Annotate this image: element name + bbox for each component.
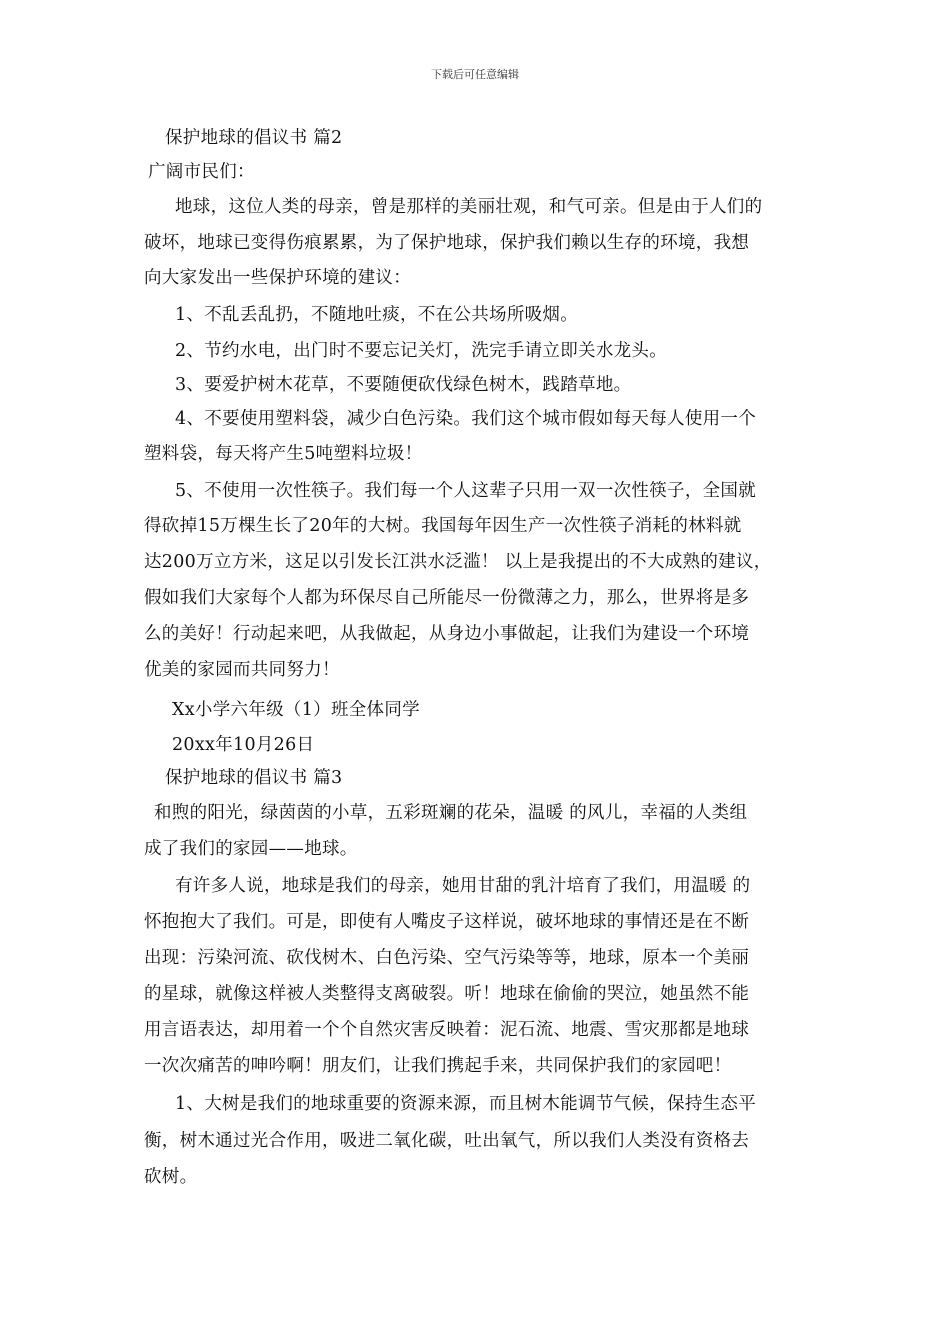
paragraph-line: 向大家发出一些保护环境的建议：	[144, 268, 411, 288]
paragraph-line: 一次次痛苦的呻吟啊！朋友们，让我们携起手来，共同保护我们的家园吧！	[144, 1056, 732, 1076]
paragraph-line: 用言语表达，却用着一个个自然灾害反映着：泥石流、地震、雪灾那都是地球	[144, 1020, 750, 1040]
paragraph-line: 优美的家园而共同努力！	[144, 660, 340, 680]
paragraph-line: 怀抱抱大了我们。可是，即使有人嘴皮子这样说，破坏地球的事情还是在不断	[144, 912, 750, 932]
paragraph-line: 假如我们大家每个人都为环保尽自己所能尽一份微薄之力，那么，世界将是多	[144, 588, 750, 608]
list-item: 5、不使用一次性筷子。我们每一个人这辈子只用一双一次性筷子，全国就	[175, 481, 757, 501]
paragraph-line: 有许多人说，地球是我们的母亲，她用甘甜的乳汁培育了我们，用温暖 的	[175, 876, 751, 896]
paragraph-line: 出现：污染河流、砍伐树木、白色污染、空气污染等等，地球，原本一个美丽	[144, 948, 750, 968]
paragraph-line: 达200万立方米，这足以引发长江洪水泛滥！ 以上是我提出的不大成熟的建议，	[144, 552, 772, 572]
list-item: 1、不乱丢乱扔，不随地吐痰，不在公共场所吸烟。	[175, 305, 579, 325]
section-heading: 保护地球的倡议书 篇2	[165, 128, 343, 148]
paragraph-line: 破坏，地球已变得伤痕累累，为了保护地球，保护我们赖以生存的环境，我想	[144, 233, 750, 253]
date: 20xx年10月26日	[172, 735, 315, 755]
list-item: 3、要爱护树木花草，不要随便砍伐绿色树木，践踏草地。	[175, 375, 632, 395]
signature: Xx小学六年级（1）班全体同学	[172, 700, 420, 720]
paragraph-line: 的星球，就像这样被人类整得支离破裂。听！地球在偷偷的哭泣，她虽然不能	[144, 984, 750, 1004]
paragraph-line: 么的美好！行动起来吧，从我做起，从身边小事做起，让我们为建设一个环境	[144, 624, 750, 644]
list-item: 4、不要使用塑料袋，减少白色污染。我们这个城市假如每天每人使用一个	[175, 409, 757, 429]
list-item-continued: 塑料袋，每天将产生5吨塑料垃圾！	[144, 444, 423, 464]
page-header: 下载后可任意编辑	[431, 68, 519, 81]
paragraph-line: 和煦的阳光，绿茵茵的小草，五彩斑斓的花朵，温暖 的风儿，幸福的人类组	[154, 803, 748, 823]
paragraph-line: 成了我们的家园——地球。	[144, 839, 358, 859]
paragraph-line: 地球，这位人类的母亲，曾是那样的美丽壮观，和气可亲。但是由于人们的	[175, 197, 763, 217]
section-heading: 保护地球的倡议书 篇3	[165, 768, 343, 788]
paragraph-line: 衡，树木通过光合作用，吸进二氧化碳，吐出氧气，所以我们人类没有资格去	[144, 1131, 750, 1151]
list-item: 2、节约水电，出门时不要忘记关灯，洗完手请立即关水龙头。	[175, 341, 668, 361]
salutation: 广阔市民们：	[148, 162, 255, 182]
paragraph-line: 得砍掉15万棵生长了20年的大树。我国每年因生产一次性筷子消耗的林料就	[144, 516, 742, 536]
list-item: 1、大树是我们的地球重要的资源来源，而且树木能调节气候，保持生态平	[175, 1094, 757, 1114]
paragraph-line: 砍树。	[144, 1167, 198, 1187]
